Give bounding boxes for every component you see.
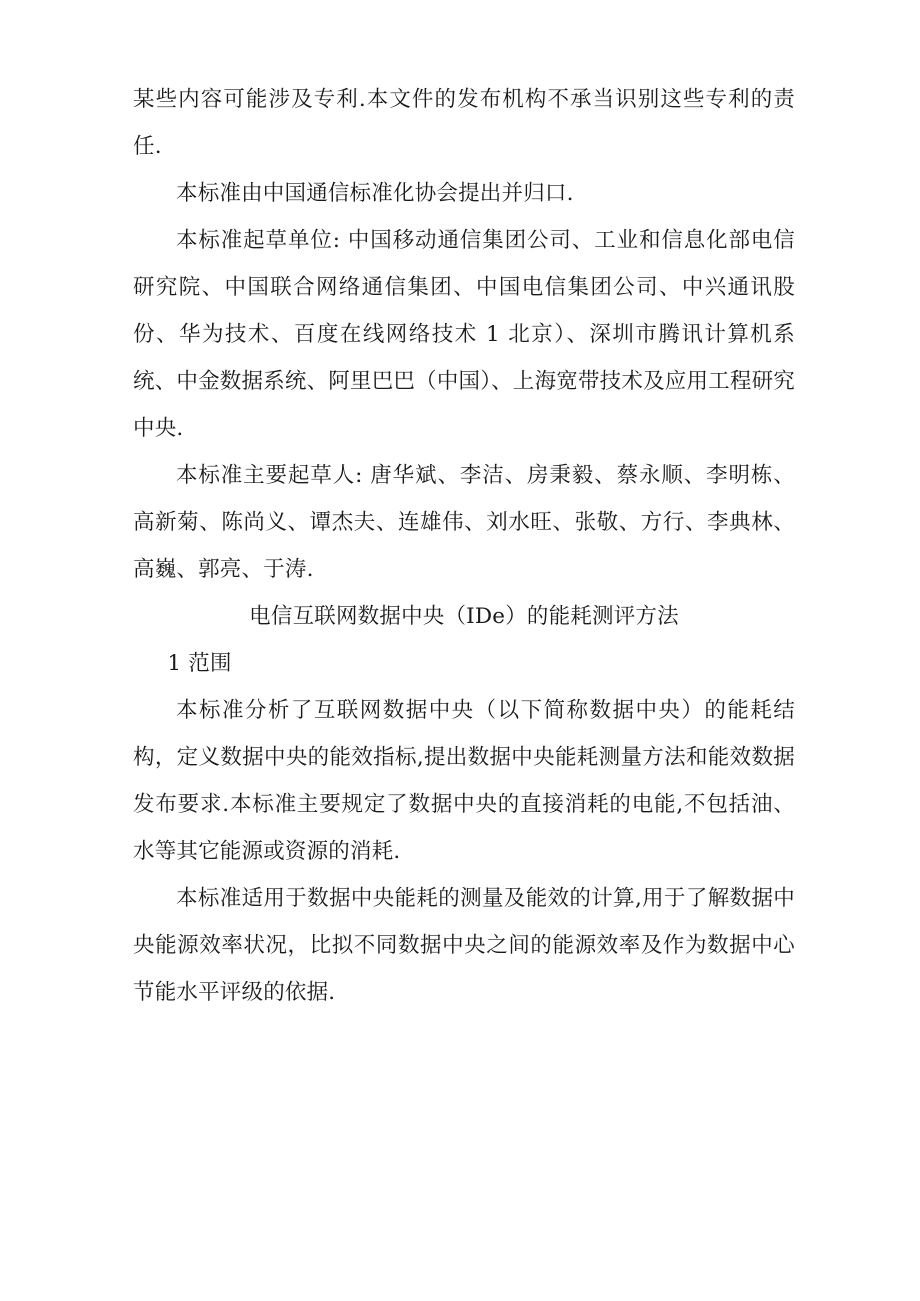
scope-paragraph-2: 本标准适用于数据中央能耗的测量及能效的计算,用于了解数据中央能源效率状况，比拟不同数据中央之间的能源效率及作为数据中心节能水平评级的依据. bbox=[133, 886, 795, 1005]
document-text-body bbox=[133, 76, 795, 1016]
section-heading-scope: 1 范围 bbox=[167, 651, 232, 676]
patent-notice-paragraph: 某些内容可能涉及专利.本文件的发布机构不承当识别这些专利的责任. bbox=[133, 87, 795, 159]
drafting-units-paragraph: 本标准起草单位: 中国移动通信集团公司、工业和信息化部电信研究院、中国联合网络通信集团、中国电信集团公司、中兴通讯股份、华为技术、百度在线网络技术 1 北京）、深圳市腾讯计算机系统、中金数据系统、阿里巴巴（中国）、上海宽带技术及应用工程研究中央. bbox=[133, 228, 795, 441]
main-drafters-paragraph: 本标准主要起草人: 唐华斌、李洁、房秉毅、蔡永顺、李明栋、高新菊、陈尚义、谭杰夫、连雄伟、刘水旺、张敬、方行、李典林、高巍、郭亮、于涛. bbox=[133, 463, 795, 582]
document-title: 电信互联网数据中央（IDe）的能耗测评方法 bbox=[249, 604, 679, 629]
scope-paragraph-1: 本标准分析了互联网数据中央（以下简称数据中央）的能耗结构，定义数据中央的能效指标,提出数据中央能耗测量方法和能效数据发布要求.本标准主要规定了数据中央的直接消耗的电能,不包括油、水等其它能源或资源的消耗. bbox=[133, 698, 795, 864]
proposing-organization-paragraph: 本标准由中国通信标准化协会提出并归口. bbox=[176, 181, 574, 206]
